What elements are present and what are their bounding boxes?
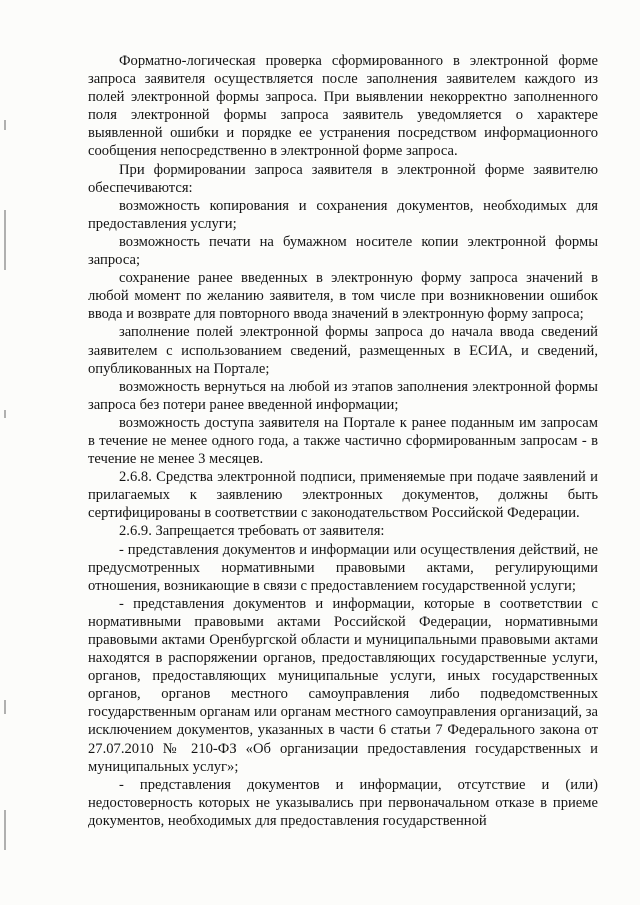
paragraph-item-1: - представления документов и информации или осуществления действий, не предусмотренных нормативными правовыми актами, регулирующими отношения, возникающие в связи с предоставлением государственной услуги; xyxy=(88,541,598,594)
paragraph-access-requests: возможность доступа заявителя на Портале к ранее поданным им запросам в течение не менее одного года, а также частично сформированным запросам - в течение не менее 3 месяцев. xyxy=(88,414,598,468)
paragraph-format-check: Форматно-логическая проверка сформированного в электронной форме запроса заявителя осуществляется после заполнения заявителем каждого из полей электронной формы запроса. При выявлении некорректно заполненного поля электронной формы запроса заявитель уведомляется о характере выявленной ошибки и порядке ее устранения посредством информационного сообщения непосредственно в электронной форме запроса. xyxy=(88,53,598,160)
paragraph-form-features-intro: При формировании запроса заявителя в электронной форме заявителю обеспечиваются: xyxy=(88,161,598,196)
paragraph-copy-save: возможность копирования и сохранения документов, необходимых для предоставления услуги; xyxy=(88,197,598,232)
scan-edge-mark xyxy=(4,210,6,270)
paragraph-return-steps: возможность вернуться на любой из этапов заполнения электронной формы запроса без потери ранее введенной информации; xyxy=(88,378,598,413)
paragraph-print: возможность печати на бумажном носителе копии электронной формы запроса; xyxy=(88,233,598,269)
scan-edge-mark xyxy=(4,410,6,418)
paragraph-2-6-9: 2.6.9. Запрещается требовать от заявителя: xyxy=(119,523,385,540)
scan-edge-mark xyxy=(4,810,6,850)
scan-edge-mark xyxy=(4,120,6,130)
scan-edge-mark xyxy=(4,700,6,714)
paragraph-save-values: сохранение ранее введенных в электронную форму запроса значений в любой момент по желанию заявителя, в том числе при возникновении ошибок ввода и возврате для повторного ввода значений в электронную форму запроса; xyxy=(88,270,598,323)
paragraph-item-2: - представления документов и информации, которые в соответствии с нормативными правовыми актами Российской Федерации, нормативными правовыми актами Оренбургской области и муниципальными правовыми актами находятся в распоряжении органов, предоставляющих государственные услуги, органов, предоставляющих муниципальные услуги, иных государственных органов, органов местного самоуправления либо подведомственных государственным органам или органам местного самоуправления организаций, за исключением документов, указанных в части 6 статьи 7 Федерального закона от 27.07.2010 № 210-ФЗ «Об организации предоставления государственных и муниципальных услуг»; xyxy=(88,595,598,775)
paragraph-prefill: заполнение полей электронной формы запроса до начала ввода сведений заявителем с использованием сведений, размещенных в ЕСИА, и сведений, опубликованных на Портале; xyxy=(88,324,598,377)
document-body xyxy=(88,52,598,830)
paragraph-2-6-8: 2.6.8. Средства электронной подписи, применяемые при подаче заявлений и прилагаемых к заявлению электронных документов, должны быть сертифицированы в соответствии с законодательством Российской Федерации. xyxy=(88,469,598,522)
paragraph-item-3: - представления документов и информации, отсутствие и (или) недостоверность которых не указывались при первоначальном отказе в приеме документов, необходимых для предоставления государственной xyxy=(88,776,598,829)
